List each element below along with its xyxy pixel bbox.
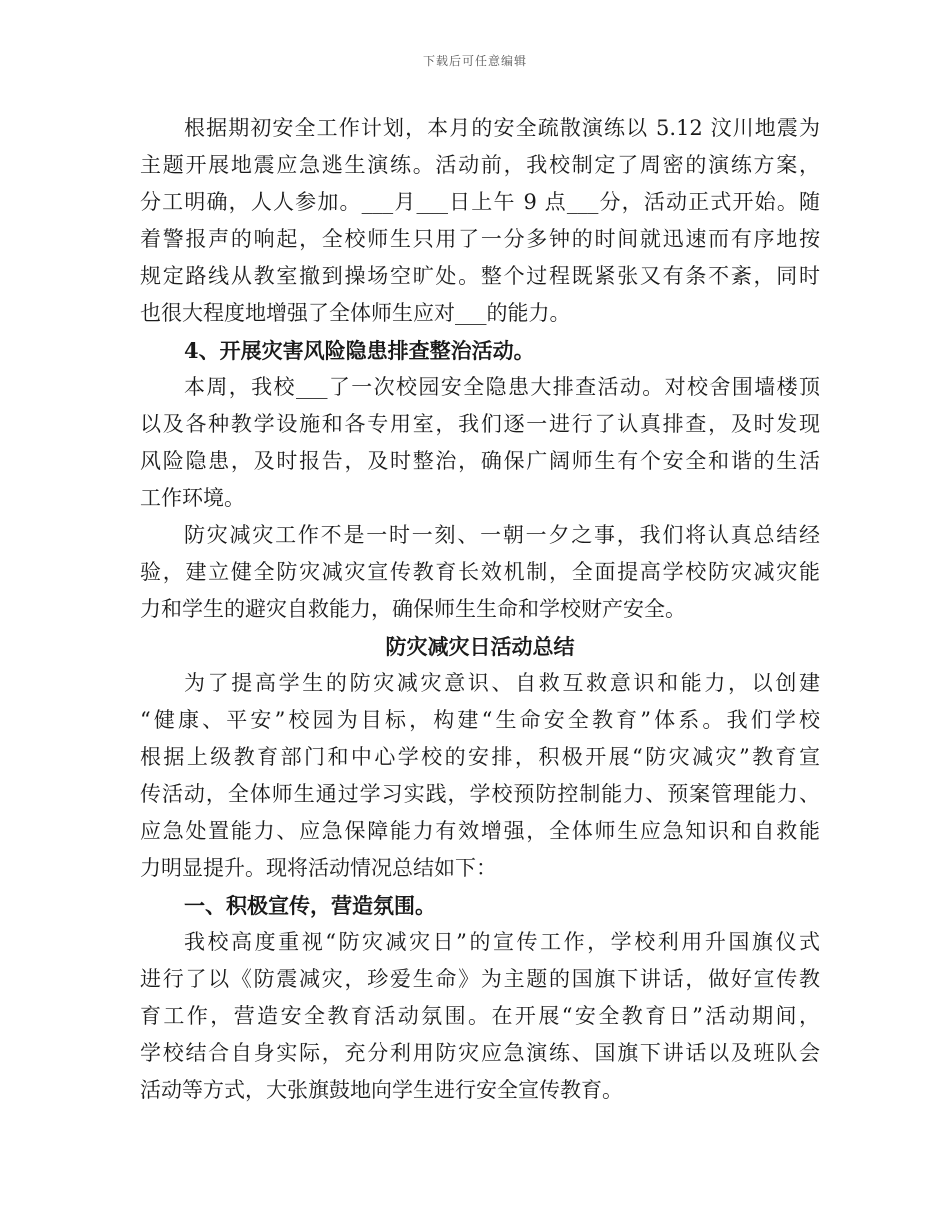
text-line: 传活动，全体师生通过学习实践，学校预防控制能力、预案管理能力、 xyxy=(140,782,820,806)
document-body xyxy=(140,110,820,1109)
text-line: 我校高度重视“防灾减灾日”的宣传工作，学校利用升国旗仪式 xyxy=(184,930,820,954)
text-line: 以及各种教学设施和各专用室，我们逐一进行了认真排查，及时发现 xyxy=(140,412,820,436)
text-line: 活动等方式，大张旗鼓地向学生进行安全宣传教育。 xyxy=(140,1078,623,1102)
text-line: 应急处置能力、应急保障能力有效增强，全体师生应急知识和自救能 xyxy=(140,819,820,843)
text-line: 风险隐患，及时报告，及时整治，确保广阔师生有个安全和谐的生活 xyxy=(140,449,820,473)
text-line: 规定路线从教室撤到操场空旷处。整个过程既紧张又有条不紊，同时 xyxy=(140,264,820,288)
text-line: “健康、平安”校园为目标，构建“生命安全教育”体系。我们学校 xyxy=(140,708,820,732)
text-line: 力明显提升。现将活动情况总结如下： xyxy=(140,856,497,880)
text-line: 学校结合自身实际，充分利用防灾应急演练、国旗下讲话以及班队会 xyxy=(140,1041,820,1065)
text-line: 分工明确，人人参加。___月___日上午 9 点___分，活动正式开始。随 xyxy=(140,190,820,214)
text-line: 工作环境。 xyxy=(140,486,245,510)
section-heading: 一、积极宣传，营造氛围。 xyxy=(184,893,436,918)
text-line: 主题开展地震应急逃生演练。活动前，我校制定了周密的演练方案， xyxy=(140,153,820,177)
text-line: 着警报声的响起，全校师生只用了一分多钟的时间就迅速而有序地按 xyxy=(140,227,820,251)
text-line: 力和学生的避灾自救能力，确保师生生命和学校财产安全。 xyxy=(140,597,686,621)
text-line: 本周，我校___了一次校园安全隐患大排查活动。对校舍围墙楼顶 xyxy=(184,375,820,399)
text-line: 进行了以《防震减灾，珍爱生命》为主题的国旗下讲话，做好宣传教 xyxy=(140,967,820,991)
section-title: 防灾减灾日活动总结 xyxy=(385,634,575,659)
page-header-note: 下载后可任意编辑 xyxy=(422,54,527,68)
text-line: 验，建立健全防灾减灾宣传教育长效机制，全面提高学校防灾减灾能 xyxy=(140,560,820,584)
section-heading: 4、开展灾害风险隐患排查整治活动。 xyxy=(184,338,535,363)
text-line: 也很大程度地增强了全体师生应对___的能力。 xyxy=(140,301,571,325)
text-line: 育工作，营造安全教育活动氛围。在开展“安全教育日”活动期间， xyxy=(140,1004,820,1028)
text-line: 防灾减灾工作不是一时一刻、一朝一夕之事，我们将认真总结经 xyxy=(184,523,820,547)
text-line: 根据期初安全工作计划，本月的安全疏散演练以 5.12 汶川地震为 xyxy=(184,116,820,140)
text-line: 根据上级教育部门和中心学校的安排，积极开展“防灾减灾”教育宣 xyxy=(140,745,820,769)
text-line: 为了提高学生的防灾减灾意识、自救互救意识和能力，以创建 xyxy=(184,671,820,695)
